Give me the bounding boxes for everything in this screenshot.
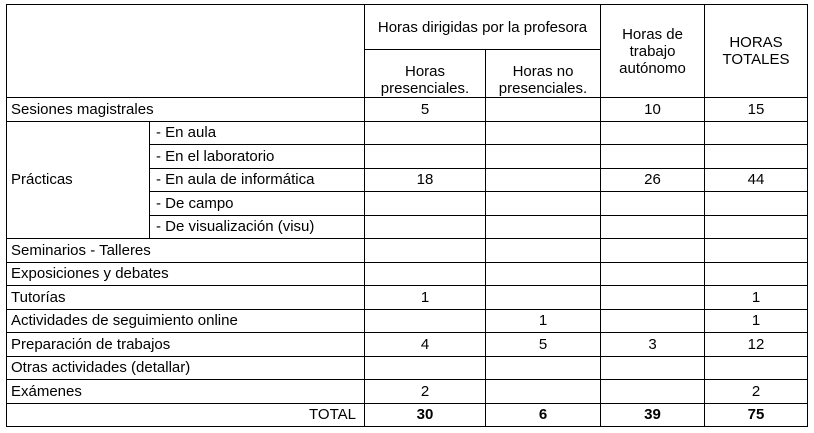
cell-in-person [365, 145, 486, 169]
cell-total [705, 262, 808, 286]
total-not-in-person: 6 [486, 403, 601, 427]
table-row [7, 262, 808, 286]
hours-table-container [6, 4, 807, 427]
table-row [7, 286, 808, 310]
table-row [7, 356, 808, 380]
cell-total: 2 [705, 380, 808, 404]
row-label: Preparación de trabajos [7, 333, 365, 357]
cell-not-in-person [486, 145, 601, 169]
cell-in-person: 5 [365, 98, 486, 122]
cell-in-person [365, 192, 486, 216]
cell-not-in-person [486, 215, 601, 239]
header-total-hours: HORAS TOTALES [705, 5, 808, 98]
cell-total [705, 121, 808, 145]
row-sublabel: - De visualización (visu) [150, 215, 365, 239]
cell-total [705, 192, 808, 216]
cell-autonomous [601, 215, 705, 239]
cell-total: 1 [705, 286, 808, 310]
cell-total [705, 145, 808, 169]
cell-total [705, 356, 808, 380]
table-row [7, 239, 808, 263]
row-label: Sesiones magistrales [7, 98, 365, 122]
table-row [7, 380, 808, 404]
cell-in-person [365, 262, 486, 286]
cell-in-person [365, 215, 486, 239]
row-sublabel: - En el laboratorio [150, 145, 365, 169]
cell-total [705, 239, 808, 263]
header-row-1 [7, 5, 808, 50]
cell-not-in-person [486, 380, 601, 404]
header-group-directed-hours: Horas dirigidas por la profesora [365, 5, 601, 50]
cell-not-in-person: 5 [486, 333, 601, 357]
total-in-person: 30 [365, 403, 486, 427]
hours-distribution-table [6, 4, 808, 427]
cell-autonomous [601, 356, 705, 380]
table-row [7, 98, 808, 122]
header-empty-cell [7, 5, 365, 98]
cell-in-person: 4 [365, 333, 486, 357]
cell-not-in-person [486, 356, 601, 380]
row-label: Exposiciones y debates [7, 262, 365, 286]
header-not-in-person-hours: Horas no presenciales. [486, 50, 601, 98]
cell-autonomous [601, 239, 705, 263]
practicas-label: Prácticas [7, 121, 150, 239]
row-label: Otras actividades (detallar) [7, 356, 365, 380]
cell-autonomous: 26 [601, 168, 705, 192]
cell-total: 1 [705, 309, 808, 333]
cell-autonomous [601, 262, 705, 286]
cell-total: 12 [705, 333, 808, 357]
cell-autonomous [601, 286, 705, 310]
row-label: Exámenes [7, 380, 365, 404]
cell-in-person: 1 [365, 286, 486, 310]
cell-not-in-person: 1 [486, 309, 601, 333]
cell-total: 44 [705, 168, 808, 192]
table-row [7, 333, 808, 357]
row-sublabel: - En aula de informática [150, 168, 365, 192]
header-autonomous-hours: Horas de trabajo autónomo [601, 5, 705, 98]
row-label: Tutorías [7, 286, 365, 310]
cell-not-in-person [486, 192, 601, 216]
cell-not-in-person [486, 239, 601, 263]
cell-autonomous [601, 380, 705, 404]
cell-autonomous [601, 121, 705, 145]
cell-autonomous: 3 [601, 333, 705, 357]
row-label: Seminarios - Talleres [7, 239, 365, 263]
cell-autonomous [601, 145, 705, 169]
total-label: TOTAL [7, 403, 365, 427]
header-in-person-hours: Horas presenciales. [365, 50, 486, 98]
row-sublabel: - De campo [150, 192, 365, 216]
cell-in-person [365, 309, 486, 333]
cell-total: 15 [705, 98, 808, 122]
cell-in-person: 18 [365, 168, 486, 192]
cell-in-person: 2 [365, 380, 486, 404]
table-row [7, 121, 808, 145]
cell-not-in-person [486, 168, 601, 192]
cell-autonomous [601, 309, 705, 333]
cell-in-person [365, 121, 486, 145]
row-label: Actividades de seguimiento online [7, 309, 365, 333]
cell-total [705, 215, 808, 239]
cell-in-person [365, 239, 486, 263]
total-autonomous: 39 [601, 403, 705, 427]
cell-autonomous [601, 192, 705, 216]
total-row [7, 403, 808, 427]
cell-not-in-person [486, 121, 601, 145]
cell-in-person [365, 356, 486, 380]
total-hours: 75 [705, 403, 808, 427]
cell-not-in-person [486, 286, 601, 310]
row-sublabel: - En aula [150, 121, 365, 145]
cell-not-in-person [486, 98, 601, 122]
cell-not-in-person [486, 262, 601, 286]
table-row [7, 309, 808, 333]
cell-autonomous: 10 [601, 98, 705, 122]
